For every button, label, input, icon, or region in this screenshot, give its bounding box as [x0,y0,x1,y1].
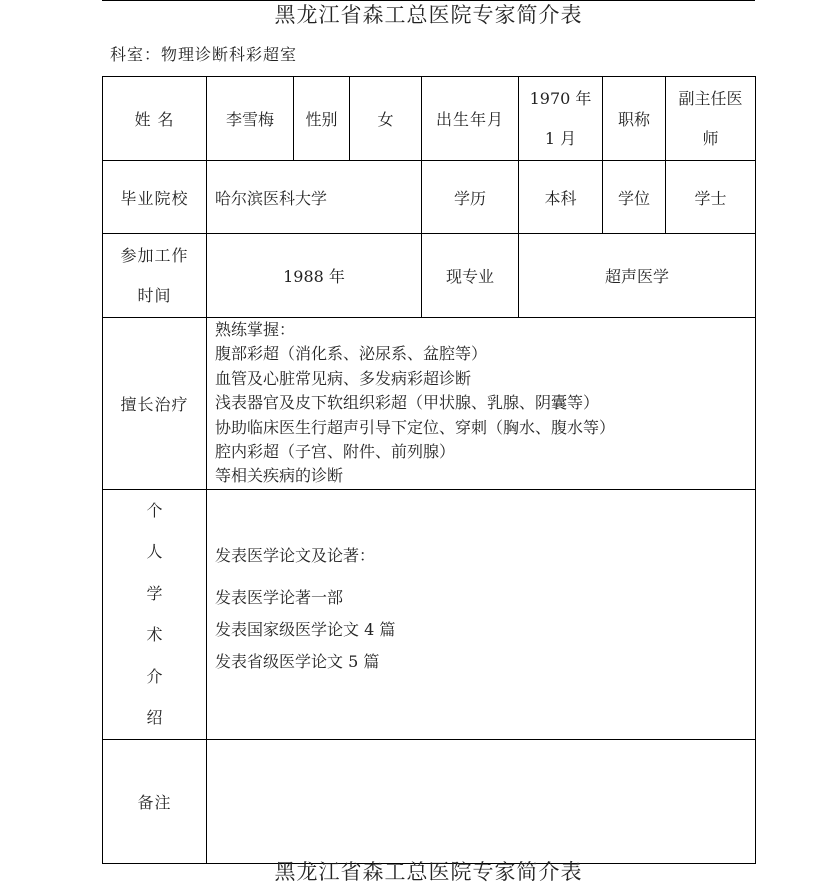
education-label: 学历 [422,161,519,234]
academic-label-char: 介 [146,666,163,686]
birth-value [519,77,603,161]
footer-partial-title: 黑龙江省森工总医院专家简介表 [274,860,583,884]
expertise-line: 协助临床医生行超声引导下定位、穿刺（胸水、腹水等） [215,417,616,437]
work-start-label-line1: 参加工作 [120,245,189,265]
academic-label-char: 人 [146,542,163,562]
work-start-label [103,234,207,318]
expertise-line: 等相关疾病的诊断 [215,466,344,486]
expertise-line: 腹部彩超（消化系、泌尿系、盆腔等） [215,344,488,364]
education-value: 本科 [519,161,603,234]
academic-line: 发表省级医学论文 5 篇 [215,651,380,671]
school-value: 哈尔滨医科大学 [207,161,422,234]
academic-content [207,489,756,739]
name-value: 李雪梅 [207,77,294,161]
title-value [666,77,756,161]
row-academic [103,489,756,739]
academic-label [103,489,207,739]
expert-profile-table [102,76,756,864]
remarks-label: 备注 [103,739,207,863]
birth-value-year: 1970 年 [529,88,592,108]
title-value-line1: 副主任医 [678,88,743,108]
specialty-label: 现专业 [422,234,519,318]
row-work [103,234,756,318]
expertise-line: 血管及心脏常见病、多发病彩超诊断 [215,368,472,388]
expertise-line: 熟练掌握： [215,320,296,339]
work-start-value: 1988 年 [207,234,422,318]
school-label: 毕业院校 [103,161,207,234]
expertise-line: 腔内彩超（子宫、附件、前列腺） [215,442,456,462]
title-value-line2: 师 [702,128,719,148]
specialty-value: 超声医学 [519,234,756,318]
work-start-label-line2: 时间 [137,285,172,305]
row-expertise [103,318,756,490]
birth-value-month: 1 月 [544,128,577,148]
degree-label: 学位 [603,161,666,234]
academic-line: 发表国家级医学论文 4 篇 [215,619,396,639]
birth-label: 出生年月 [422,77,519,161]
document-title: 黑龙江省森工总医院专家简介表 [274,3,583,27]
department-label: 科室：物理诊断科彩超室 [110,45,298,64]
academic-label-char: 学 [146,583,163,603]
academic-heading: 发表医学论文及论著： [215,545,376,565]
title-label: 职称 [603,77,666,161]
gender-value: 女 [350,77,422,161]
academic-label-char: 术 [146,625,163,645]
expertise-line: 浅表器官及皮下软组织彩超（甲状腺、乳腺、阴囊等） [215,393,600,413]
academic-label-char: 个 [146,500,163,520]
row-remarks [103,739,756,863]
name-label: 姓 名 [103,77,207,161]
expertise-label: 擅长治疗 [103,318,207,490]
gender-label: 性别 [294,77,350,161]
academic-label-char: 绍 [146,708,163,728]
row-education [103,161,756,234]
row-basic-info [103,77,756,161]
academic-line: 发表医学论著一部 [215,587,344,607]
degree-value: 学士 [666,161,756,234]
expertise-list [207,318,756,490]
remarks-value [207,739,756,863]
